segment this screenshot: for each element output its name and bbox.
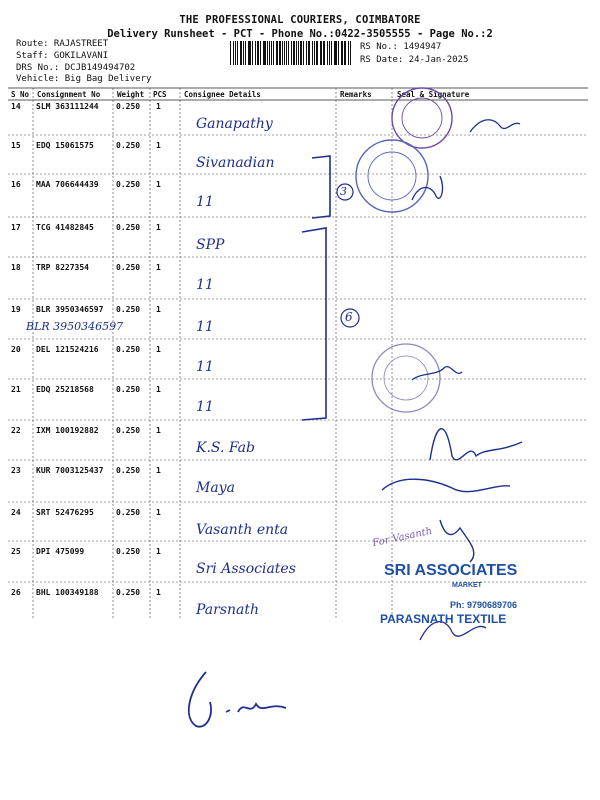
row-consignee: 11 bbox=[196, 359, 214, 375]
handwritten-consignment: BLR 3950346597 bbox=[26, 320, 124, 333]
staff-label: Staff: GOKILAVANI bbox=[16, 51, 109, 61]
row-consignment: EDQ 25218568 bbox=[36, 385, 94, 394]
row-consignment: IXM 100192882 bbox=[36, 426, 99, 435]
row-weight: 0.250 bbox=[116, 547, 141, 556]
row-consignment: TRP 8227354 bbox=[36, 263, 89, 272]
stamp-sri-associates: SRI ASSOCIATES bbox=[384, 562, 518, 579]
stamp-parasnath: PARASNATH TEXTILE bbox=[380, 612, 507, 626]
stamp-parasnath-phone: Ph: 9790689706 bbox=[450, 600, 518, 610]
row-pcs: 1 bbox=[156, 102, 161, 111]
row-consignee: 11 bbox=[196, 277, 214, 293]
row-weight: 0.250 bbox=[116, 141, 141, 150]
row-sno: 20 bbox=[11, 345, 21, 354]
rs-number: RS No.: 1494947 bbox=[360, 42, 442, 52]
stamp-sri-associates-sub: MARKET bbox=[452, 582, 482, 589]
row-weight: 0.250 bbox=[116, 180, 141, 189]
row-consignee: 11 bbox=[196, 194, 214, 210]
rs-date: RS Date: 24-Jan-2025 bbox=[360, 55, 469, 65]
row-pcs: 1 bbox=[156, 385, 161, 394]
row-sno: 25 bbox=[11, 547, 21, 556]
col-weight: Weight bbox=[117, 90, 145, 99]
row-consignment: EDQ 15061575 bbox=[36, 141, 94, 150]
row-consignee: Parsnath bbox=[196, 602, 260, 618]
row-weight: 0.250 bbox=[116, 466, 141, 475]
row-weight: 0.250 bbox=[116, 426, 141, 435]
row-sno: 17 bbox=[11, 223, 21, 232]
col-seal: Seal & Signature bbox=[397, 90, 470, 99]
row-sno: 19 bbox=[11, 305, 21, 314]
row-weight: 0.250 bbox=[116, 263, 141, 272]
row-weight: 0.250 bbox=[116, 102, 141, 111]
row-pcs: 1 bbox=[156, 305, 161, 314]
row-pcs: 1 bbox=[156, 263, 161, 272]
group-mark-b: 6 bbox=[345, 310, 353, 324]
row-pcs: 1 bbox=[156, 180, 161, 189]
row-sno: 22 bbox=[11, 426, 21, 435]
col-consignment: Consignment No bbox=[37, 90, 101, 99]
row-consignment: MAA 706644439 bbox=[36, 180, 99, 189]
row-sno: 15 bbox=[11, 141, 21, 150]
row-consignee: 11 bbox=[196, 399, 214, 415]
row-sno: 21 bbox=[11, 385, 21, 394]
company-title: THE PROFESSIONAL COURIERS, COIMBATORE bbox=[179, 14, 421, 26]
drs-number: DRS No.: DCJB149494702 bbox=[16, 63, 136, 73]
row-consignee: SPP bbox=[196, 237, 225, 253]
row-consignment: DPI 475099 bbox=[36, 547, 85, 556]
row-weight: 0.250 bbox=[116, 588, 141, 597]
row-sno: 26 bbox=[11, 588, 21, 597]
row-pcs: 1 bbox=[156, 508, 161, 517]
vehicle-label: Vehicle: Big Bag Delivery bbox=[16, 74, 152, 84]
row-weight: 0.250 bbox=[116, 508, 141, 517]
row-consignee: K.S. Fab bbox=[196, 440, 255, 456]
row-weight: 0.250 bbox=[116, 305, 141, 314]
row-consignment: KUR 7003125437 bbox=[36, 466, 104, 475]
row-pcs: 1 bbox=[156, 223, 161, 232]
runsheet-title: Delivery Runsheet - PCT - Phone No.:0422-3505555 - Page No.:2 bbox=[107, 28, 493, 40]
row-consignment: TCG 41482845 bbox=[36, 223, 94, 232]
group-mark-a: 3 bbox=[340, 185, 347, 198]
stamp-vasanth: For Vasanth bbox=[371, 525, 434, 550]
row-consignee: Sivanadian bbox=[196, 155, 275, 171]
row-sno: 14 bbox=[11, 102, 21, 111]
row-consignee: Maya bbox=[196, 480, 235, 496]
row-consignment: SLM 363111244 bbox=[36, 102, 99, 111]
row-sno: 16 bbox=[11, 180, 21, 189]
row-consignee: Ganapathy bbox=[196, 116, 273, 132]
row-consignment: DEL 121524216 bbox=[36, 345, 99, 354]
row-sno: 24 bbox=[11, 508, 21, 517]
row-weight: 0.250 bbox=[116, 345, 141, 354]
row-pcs: 1 bbox=[156, 466, 161, 475]
col-consignee: Consignee Details bbox=[184, 90, 261, 99]
row-pcs: 1 bbox=[156, 345, 161, 354]
row-pcs: 1 bbox=[156, 547, 161, 556]
row-sno: 18 bbox=[11, 263, 21, 272]
col-sno: S No bbox=[11, 90, 30, 99]
row-weight: 0.250 bbox=[116, 223, 141, 232]
row-consignment: BLR 3950346597 bbox=[36, 305, 104, 314]
row-pcs: 1 bbox=[156, 426, 161, 435]
route-label: Route: RAJASTREET bbox=[16, 39, 109, 49]
col-pcs: PCS bbox=[153, 90, 167, 99]
seal-circle-15 bbox=[356, 140, 428, 212]
row-consignee: Vasanth enta bbox=[196, 522, 289, 538]
row-sno: 23 bbox=[11, 466, 21, 475]
row-pcs: 1 bbox=[156, 588, 161, 597]
row-consignee: 11 bbox=[196, 319, 214, 335]
row-weight: 0.250 bbox=[116, 385, 141, 394]
row-pcs: 1 bbox=[156, 141, 161, 150]
seal-circle-20 bbox=[372, 344, 440, 412]
row-consignment: SRT 52476295 bbox=[36, 508, 94, 517]
row-consignee: Sri Associates bbox=[196, 561, 296, 577]
seal-circle-14 bbox=[392, 88, 452, 148]
row-consignment: BHL 100349188 bbox=[36, 588, 99, 597]
col-remarks: Remarks bbox=[340, 90, 372, 99]
